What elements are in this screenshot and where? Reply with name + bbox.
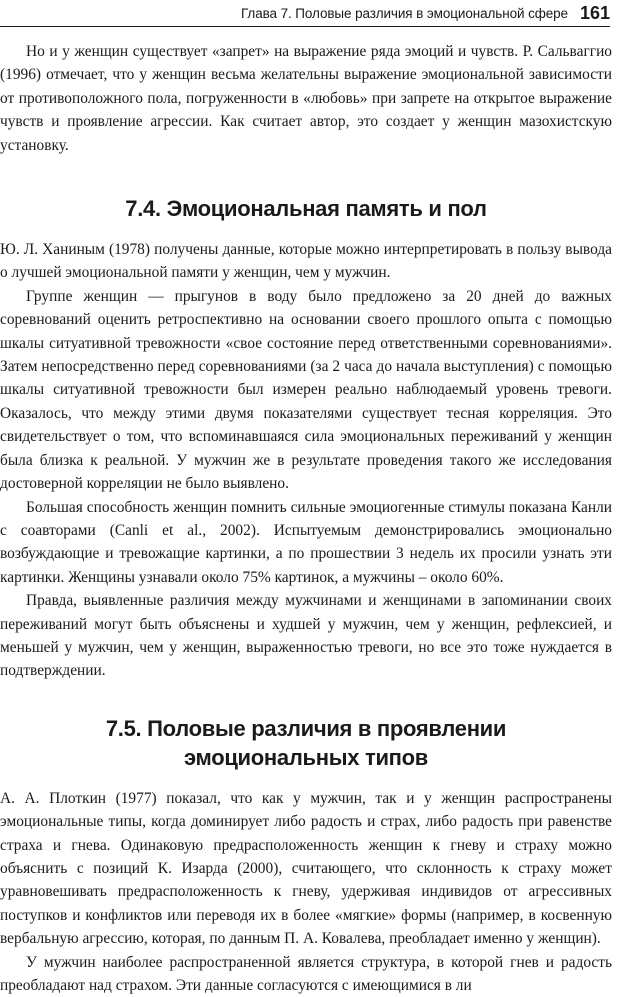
paragraph-7-4-2: Группе женщин — прыгунов в воду было предложено за 20 дней до важных соревнований оценить ретроспективно на основании своего прошлого опыта с помощью шкалы ситуативной тревожности «свое состояние перед ответственными соревнованиями». Затем непосредственно перед соревнованиями (за 2 часа до начала выступления) с помощью шкалы ситуативной тревожности был измерен реально наблюдаемый уровень тревоги. Оказалось, что между этими двумя показателями существует тесная корреляция. Это свидетельствует о том, что вспоминавшаяся сила эмоциональных переживаний у женщин была близка к реальной. У мужчин же в результате проведения такого же исследования достоверной корреляции не было выявлено.	[0, 287, 612, 493]
paragraph-intro: Но и у женщин существует «запрет» на выражение ряда эмоций и чувств. Р. Сальваггио (1996) отмечает, что у женщин весьма желательны выражение эмоциональной зависимости от противоположного пола, погруженности в «любовь» при запрете на открытое выражение чувств и проявление агрессии. Как считает автор, это создает у женщин мазохистскую установку.	[0, 43, 612, 154]
paragraph-7-4-4: Правда, выявленные различия между мужчинами и женщинами в запоминании своих переживаний могут быть объяснены и худшей у мужчин, чем у женщин, рефлексией, и меньшей у мужчин, чем у женщин, выраженностью тревоги, но все это тоже нуждается в подтверждении.	[0, 592, 612, 680]
running-title: Глава 7. Половые различия в эмоциональной сфере	[240, 5, 568, 21]
paragraph-7-5-2: У мужчин наиболее распространенной является структура, в которой гнев и радость преобладают над страхом. Эти данные согласуются с имеющимися в ли	[0, 953, 612, 994]
section-heading-7-5-line-1: 7.5. Половые различия в проявлении	[105, 715, 507, 741]
section-heading-7-5	[0, 714, 612, 772]
section-heading-7-4: 7.4. Эмоциональная память и пол	[125, 196, 487, 222]
running-header	[0, 0, 610, 27]
paragraph-7-4-1: Ю. Л. Ханиным (1978) получены данные, которые можно интерпретировать в пользу вывода о лучшей эмоциональной памяти у женщин, чем у мужчин.	[0, 241, 612, 282]
section-7-4	[0, 194, 612, 223]
paragraph-7-5-1: А. А. Плоткин (1977) показал, что как у мужчин, так и у женщин распространены эмоциональные типы, когда доминирует либо радость и страх, либо радость при равенстве страха и гнева. Одинаковую предрасположенность женщин к гневу и страху можно объяснить с позиций К. Изарда (2000), считающего, что склонность к страху может уравновешивать предрасположенность к гневу, удерживая индивидов от агрессивных поступков и конфликтов или переводя их в более «мягкие» формы (например, в косвенную вербальную агрессию, которая, по данным П. А. Ковалева, преобладает именно у женщин).	[0, 789, 612, 948]
section-heading-7-5-line-2: эмоциональных типов	[183, 744, 429, 770]
paragraph-7-4-3: Большая способность женщин помнить сильные эмоциогенные стимулы показана Канли с соавторами (Canli et al., 2002). Испытуемым демонстрировались эмоционально возбуждающие и тревожащие картинки, а по прошествии 3 недель их просили узнать эти картинки. Женщины узнавали около 75% картинок, а мужчины – около 60%.	[0, 498, 612, 586]
page-content	[0, 40, 612, 997]
page-number: 161	[579, 2, 610, 23]
section-7-5	[0, 714, 612, 772]
